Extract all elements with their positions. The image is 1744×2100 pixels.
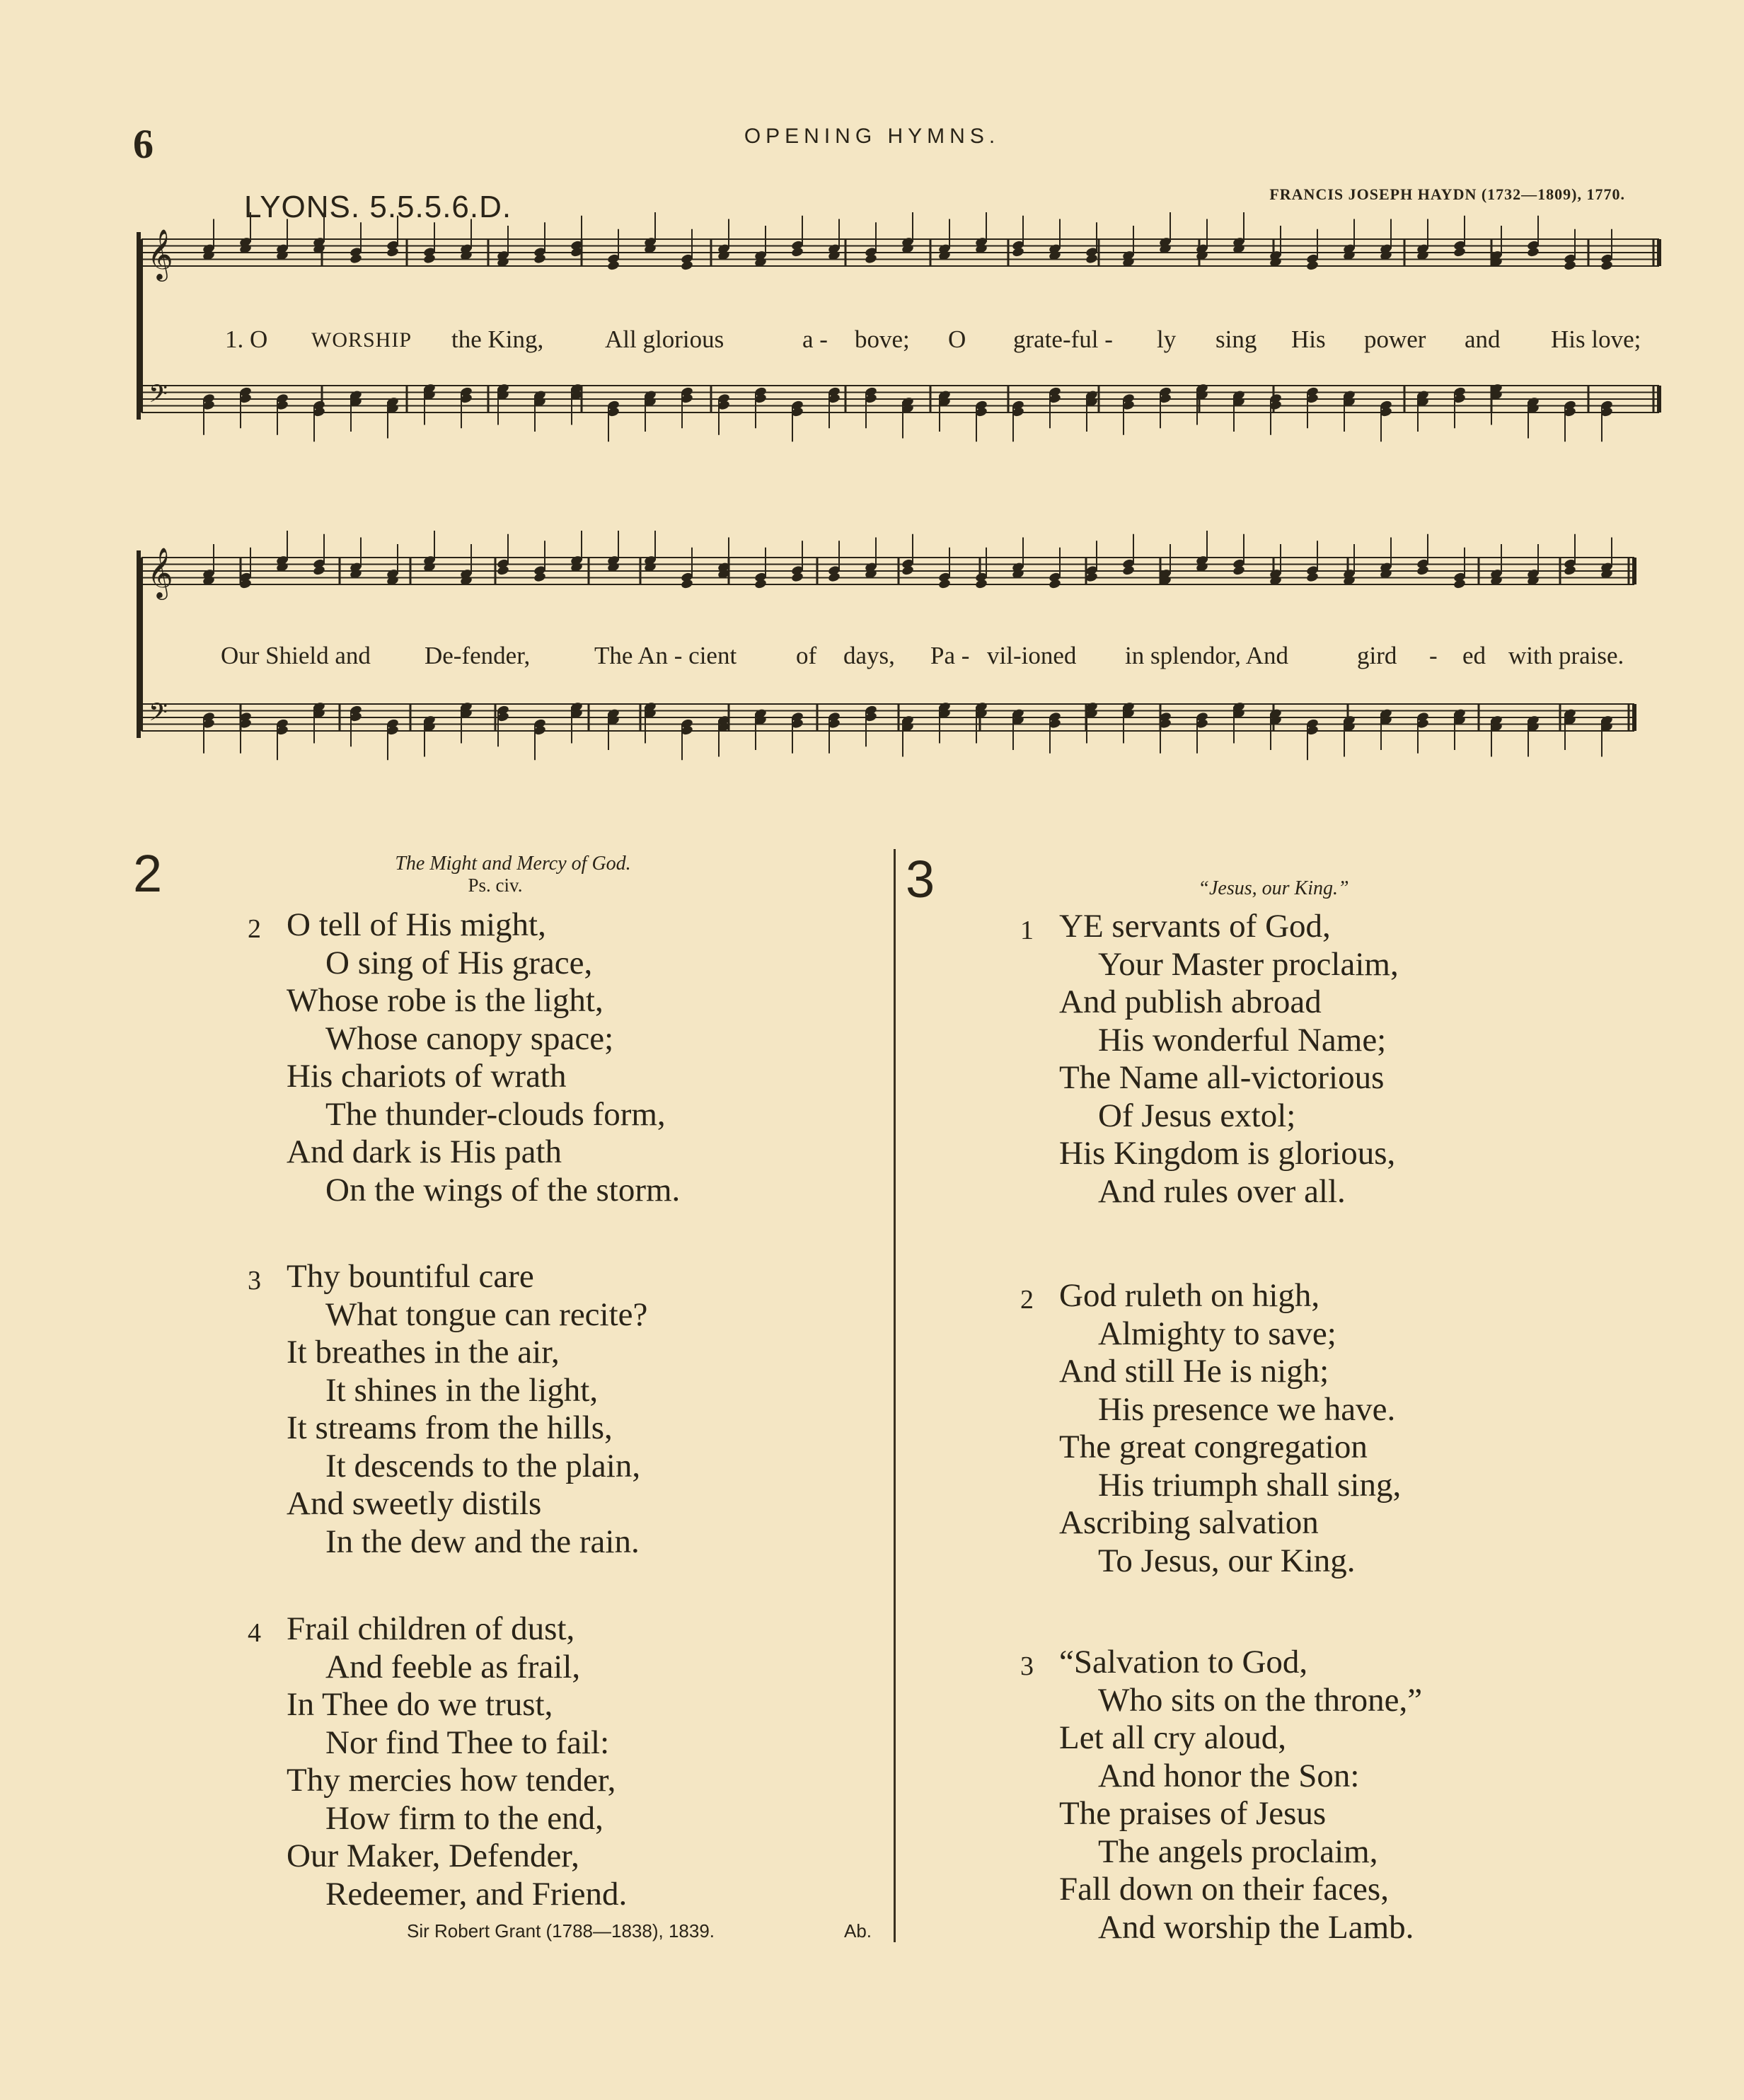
lyric-syllable: days, — [843, 642, 895, 669]
lyric-syllable: power — [1364, 325, 1426, 353]
lyric-syllable: in splendor, And — [1125, 642, 1288, 669]
verse-line: His Kingdom is glorious, — [1059, 1135, 1396, 1172]
verse-line: Frail children of dust, — [287, 1610, 575, 1647]
lyric-syllable: ed — [1462, 642, 1486, 669]
svg-text:𝄢: 𝄢 — [149, 379, 168, 414]
hymn-number-3: 3 — [906, 850, 935, 908]
lyric-syllable: The An - cient — [594, 642, 737, 669]
lyric-syllable: with praise. — [1508, 642, 1624, 669]
lyric-syllable: O — [948, 325, 966, 353]
verse-line: The great congregation — [1059, 1429, 1368, 1465]
verse — [248, 906, 681, 1209]
verse-number: 1 — [1020, 916, 1034, 945]
music-system-2 — [0, 531, 1744, 785]
verse-line: Our Maker, Defender, — [287, 1837, 579, 1874]
lyric-syllable: De-fender, — [425, 642, 531, 669]
verse — [248, 1610, 628, 1913]
svg-text:𝄞: 𝄞 — [147, 228, 173, 279]
verse-line: To Jesus, our King. — [1098, 1542, 1356, 1579]
verse-line: How firm to the end, — [325, 1799, 604, 1837]
verse-line: It shines in the light, — [325, 1371, 599, 1409]
lyric-syllable: bove; — [855, 325, 910, 353]
verse-number: 2 — [1020, 1285, 1034, 1315]
verse — [248, 1258, 648, 1561]
verse-line: And still He is nigh; — [1059, 1353, 1329, 1390]
verse-line: And feeble as frail, — [325, 1648, 581, 1685]
verse-line: The Name all-victorious — [1059, 1059, 1385, 1096]
lyric-syllable: Pa - — [930, 642, 970, 669]
lyric-syllable: 1. O — [225, 325, 268, 353]
verse-line: Redeemer, and Friend. — [325, 1875, 628, 1912]
verse-line: And sweetly distils — [287, 1485, 542, 1522]
verse-number: 2 — [248, 914, 261, 944]
verse-line: What tongue can recite? — [325, 1296, 648, 1333]
verse-line: It breathes in the air, — [287, 1334, 560, 1371]
lyric-syllable: gird — [1357, 642, 1397, 669]
hymn-number-2: 2 — [133, 844, 163, 903]
verse-line: It streams from the hills, — [287, 1409, 613, 1446]
running-head: OPENING HYMNS. — [744, 125, 1000, 148]
lyric-syllable: the King, — [451, 325, 544, 353]
verse-line: His chariots of wrath — [287, 1058, 567, 1095]
verse-line: Your Master proclaim, — [1098, 945, 1399, 983]
verse-line: Ascribing salvation — [1059, 1504, 1319, 1541]
verse — [1020, 1644, 1423, 1946]
lyric-syllable: sing — [1215, 325, 1257, 353]
verse-line: Whose robe is the light, — [287, 982, 604, 1019]
verse-number: 3 — [248, 1266, 261, 1296]
verse-line: In Thee do we trust, — [287, 1686, 553, 1723]
verse-line: His wonderful Name; — [1098, 1021, 1387, 1058]
svg-text:𝄞: 𝄞 — [147, 546, 173, 598]
lyric-syllable: - — [1429, 642, 1438, 669]
verse-line: And publish abroad — [1059, 983, 1322, 1020]
verse-line: His presence we have. — [1098, 1390, 1396, 1428]
verse-line: It descends to the plain, — [325, 1447, 641, 1484]
verse-line: Whose canopy space; — [325, 1020, 614, 1057]
verse-number: 3 — [1020, 1651, 1034, 1681]
author-credit: Sir Robert Grant (1788—1838), 1839. — [407, 1920, 715, 1942]
svg-text:𝄢: 𝄢 — [149, 698, 168, 732]
verse-line: Fall down on their faces, — [1059, 1871, 1389, 1908]
lyric-syllable: and — [1465, 325, 1501, 353]
lyric-syllable: grate-ful - — [1013, 325, 1113, 353]
column-divider — [894, 849, 896, 1942]
lyric-syllable: All glorious — [605, 325, 724, 353]
verse-line: And rules over all. — [1098, 1172, 1346, 1210]
lyric-syllable: WORSHIP — [311, 328, 412, 352]
lyric-syllable: His love; — [1551, 325, 1641, 353]
hymn-title: The Might and Mercy of God. — [395, 853, 631, 875]
composer-credit: FRANCIS JOSEPH HAYDN (1732—1809), 1770. — [1269, 185, 1625, 203]
lyric-syllable: His — [1291, 325, 1326, 353]
verse-line: “Salvation to God, — [1059, 1644, 1308, 1680]
verse-line: Nor find Thee to fail: — [325, 1724, 610, 1761]
hymn-title: “Jesus, our King.” — [1198, 877, 1349, 899]
verse-line: The praises of Jesus — [1059, 1795, 1327, 1832]
hymn-subtitle: Ps. civ. — [468, 875, 523, 896]
verse-line: Of Jesus extol; — [1098, 1097, 1296, 1134]
verse-line: In the dew and the rain. — [325, 1523, 640, 1560]
verse-line: O sing of His grace, — [325, 944, 593, 981]
verse-line: Thy bountiful care — [287, 1258, 534, 1295]
verse-line: God ruleth on high, — [1059, 1277, 1320, 1314]
verse-line: And dark is His path — [287, 1133, 562, 1170]
credit-note: Ab. — [844, 1920, 872, 1942]
page-number: 6 — [133, 121, 154, 167]
verse-line: Who sits on the throne,” — [1098, 1681, 1423, 1719]
verse-line: On the wings of the storm. — [325, 1171, 681, 1208]
verse-number: 4 — [248, 1618, 261, 1648]
lyric-syllable: ly — [1157, 325, 1177, 353]
verse — [1020, 908, 1399, 1211]
verse-line: Almighty to save; — [1098, 1315, 1336, 1352]
verse — [1020, 1277, 1402, 1580]
lyric-syllable: vil-ioned — [987, 642, 1077, 669]
lyric-syllable: of — [796, 642, 817, 669]
verse-line: Let all cry aloud, — [1059, 1719, 1287, 1756]
verse-line: And worship the Lamb. — [1098, 1908, 1414, 1946]
tune-name: LYONS. 5.5.5.6.D. — [244, 190, 512, 224]
music-system-1 — [0, 212, 1744, 467]
verse-line: And honor the Son: — [1098, 1757, 1360, 1794]
verse-line: The thunder-clouds form, — [325, 1095, 666, 1133]
verse-line: Thy mercies how tender, — [287, 1762, 616, 1799]
lyric-syllable: a - — [802, 325, 828, 353]
verse-line: The angels proclaim, — [1098, 1833, 1378, 1870]
lyric-syllable: Our Shield and — [221, 642, 371, 669]
verse-line: O tell of His might, — [287, 906, 546, 943]
verse-line: His triumph shall sing, — [1098, 1466, 1402, 1504]
verse-line: YE servants of God, — [1059, 908, 1331, 945]
